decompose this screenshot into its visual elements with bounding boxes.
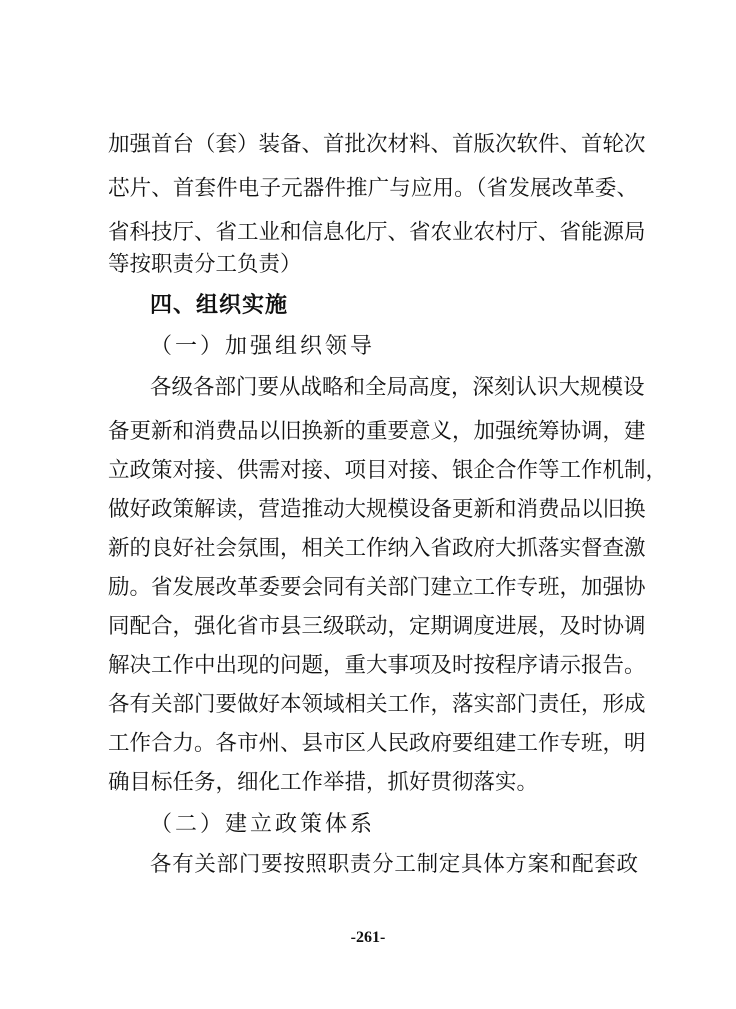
paragraph-line: 加强首台（套）装备、首批次材料、首版次软件、首轮次 (108, 132, 646, 157)
paragraph-line: 新的良好社会氛围，相关工作纳入省政府大抓落实督查激 (108, 536, 646, 561)
page-number: -261- (350, 929, 386, 946)
subsection-heading: （二）建立政策体系 (150, 812, 376, 837)
paragraph-line: 同配合，强化省市县三级联动，定期调度进展，及时协调 (108, 614, 646, 639)
subsection-heading: （一）加强组织领导 (150, 334, 376, 359)
paragraph-line: 各级各部门要从战略和全局高度，深刻认识大规模设 (150, 375, 645, 400)
paragraph-line: 备更新和消费品以旧换新的重要意义，加强统筹协调，建 (108, 419, 646, 444)
paragraph-line: 各有关部门要做好本领域相关工作，落实部门责任，形成 (108, 692, 646, 717)
paragraph-line: 芯片、首套件电子元器件推广与应用。（省发展改革委、 (108, 176, 638, 201)
section-heading: 四、组织实施 (150, 293, 289, 318)
paragraph-line: 工作合力。各市州、县市区人民政府要组建工作专班，明 (108, 731, 646, 756)
paragraph-line: 立政策对接、供需对接、项目对接、银企合作等工作机制， (108, 458, 668, 483)
paragraph-line: 省科技厅、省工业和信息化厅、省农业农村厅、省能源局 (108, 220, 646, 245)
paragraph-line: 解决工作中出现的问题，重大事项及时按程序请示报告。 (108, 653, 646, 678)
paragraph-line: 做好政策解读，营造推动大规模设备更新和消费品以旧换 (108, 497, 646, 522)
paragraph-line: 励。省发展改革委要会同有关部门建立工作专班，加强协 (108, 575, 646, 600)
paragraph-line: 确目标任务，细化工作举措，抓好贯彻落实。 (108, 770, 539, 795)
paragraph-line: 各有关部门要按照职责分工制定具体方案和配套政 (150, 852, 638, 877)
paragraph-line: 等按职责分工负责） (108, 252, 302, 277)
